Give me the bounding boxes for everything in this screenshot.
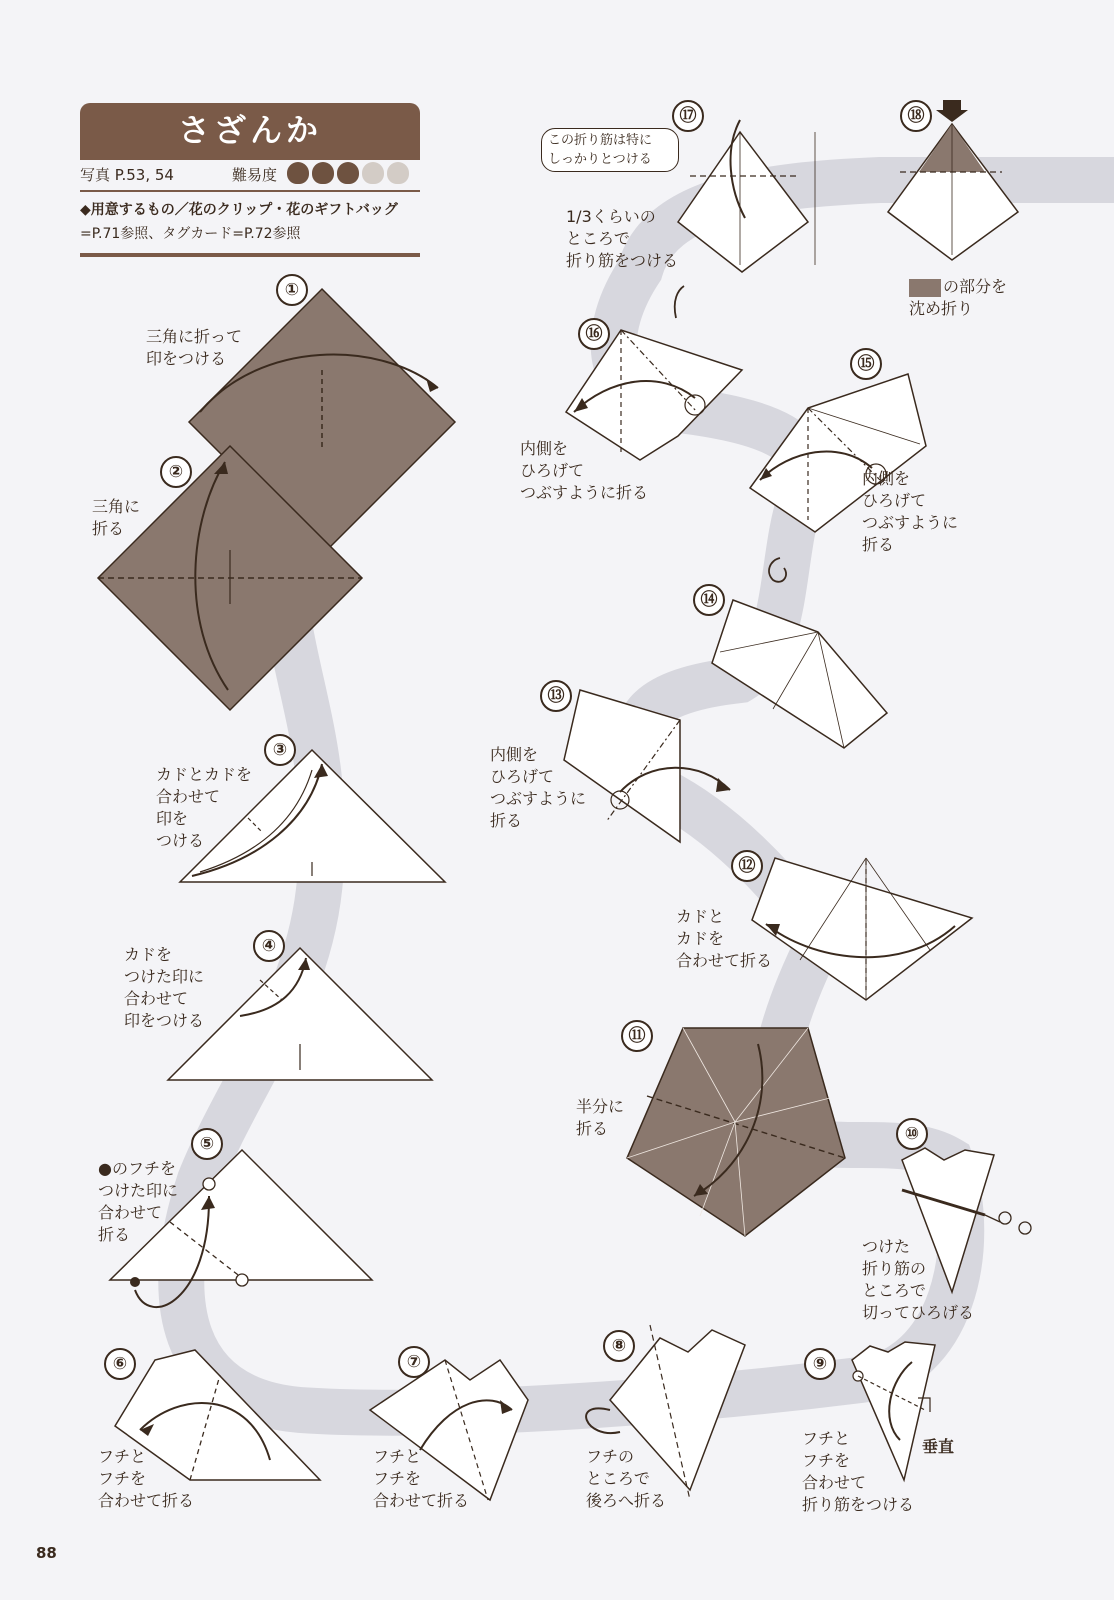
step18-caption-line2: 沈め折り <box>909 299 974 318</box>
step2-caption: 三角に 折る <box>92 497 141 538</box>
photo-reference: 写真 P.53, 54 <box>80 166 174 184</box>
step13-caption: 内側を ひろげて つぶすように 折る <box>490 745 587 830</box>
step-number: ⑮ <box>850 348 882 380</box>
step12-caption: カドと カドを 合わせて折る <box>676 907 773 970</box>
page-number: 88 <box>36 1544 57 1562</box>
references-line: =P.71参照、タグカード=P.72参照 <box>80 226 301 242</box>
header-bottom-rule <box>80 253 420 257</box>
step17-callout: この折り筋は特に しっかりとつける <box>541 128 679 172</box>
step10-caption: つけた 折り筋の ところで 切ってひろげる <box>862 1237 975 1322</box>
difficulty-flower-icon <box>337 162 359 184</box>
step4-diagram <box>168 948 432 1080</box>
step9-caption: フチと フチを 合わせて 折り筋をつける <box>802 1429 915 1514</box>
step6-caption: フチと フチを 合わせて折る <box>98 1447 195 1510</box>
step18-caption-line1: の部分を <box>943 277 1008 296</box>
difficulty-flower-icon <box>287 162 309 184</box>
step-number: ⑩ <box>896 1118 928 1150</box>
step4-caption: カドを つけた印に 合わせて 印をつける <box>124 945 205 1030</box>
step-number: ⑪ <box>621 1020 653 1052</box>
step-number: ① <box>276 274 308 306</box>
step-number: ⑬ <box>540 680 572 712</box>
step7-caption: フチと フチを 合わせて折る <box>373 1447 470 1510</box>
step5-caption: ●のフチを つけた印に 合わせて 折る <box>98 1159 179 1244</box>
step3-caption: カドとカドを 合わせて 印を つける <box>156 765 253 850</box>
step11-diagram <box>627 1028 845 1236</box>
step-number: ④ <box>253 930 285 962</box>
title-rule <box>80 157 420 160</box>
step-number: ⑰ <box>672 100 704 132</box>
step16-caption: 内側を ひろげて つぶすように折る <box>520 439 649 502</box>
materials-line: ◆用意するもの／花のクリップ・花のギフトバッグ <box>80 202 398 218</box>
step-number: ⑧ <box>603 1330 635 1362</box>
difficulty-rating <box>287 162 409 184</box>
step-number: ⑤ <box>191 1128 223 1160</box>
step-number: ③ <box>264 734 296 766</box>
difficulty-flower-icon <box>312 162 334 184</box>
step-number: ⑥ <box>104 1348 136 1380</box>
step11-caption: 半分に 折る <box>576 1097 625 1138</box>
step-number: ⑨ <box>804 1348 836 1380</box>
step-number: ⑱ <box>900 100 932 132</box>
step-number: ⑫ <box>731 850 763 882</box>
step15-caption: 内側を ひろげて つぶすように 折る <box>862 469 959 554</box>
step-number: ⑭ <box>693 584 725 616</box>
difficulty-flower-icon <box>387 162 409 184</box>
step9-perpendicular-label: 垂直 <box>922 1437 955 1456</box>
difficulty-label: 難易度 <box>232 166 278 184</box>
step8-caption: フチの ところで 後ろへ折る <box>586 1447 667 1510</box>
step1-caption: 三角に折って 印をつける <box>146 327 243 368</box>
step-number: ② <box>160 456 192 488</box>
page-title: さざんか <box>80 103 420 157</box>
step-number: ⑦ <box>398 1346 430 1378</box>
header-rule <box>80 190 420 192</box>
step17-caption: 1/3くらいの ところで 折り筋をつける <box>566 207 679 270</box>
difficulty-flower-icon <box>362 162 384 184</box>
step-number: ⑯ <box>578 318 610 350</box>
